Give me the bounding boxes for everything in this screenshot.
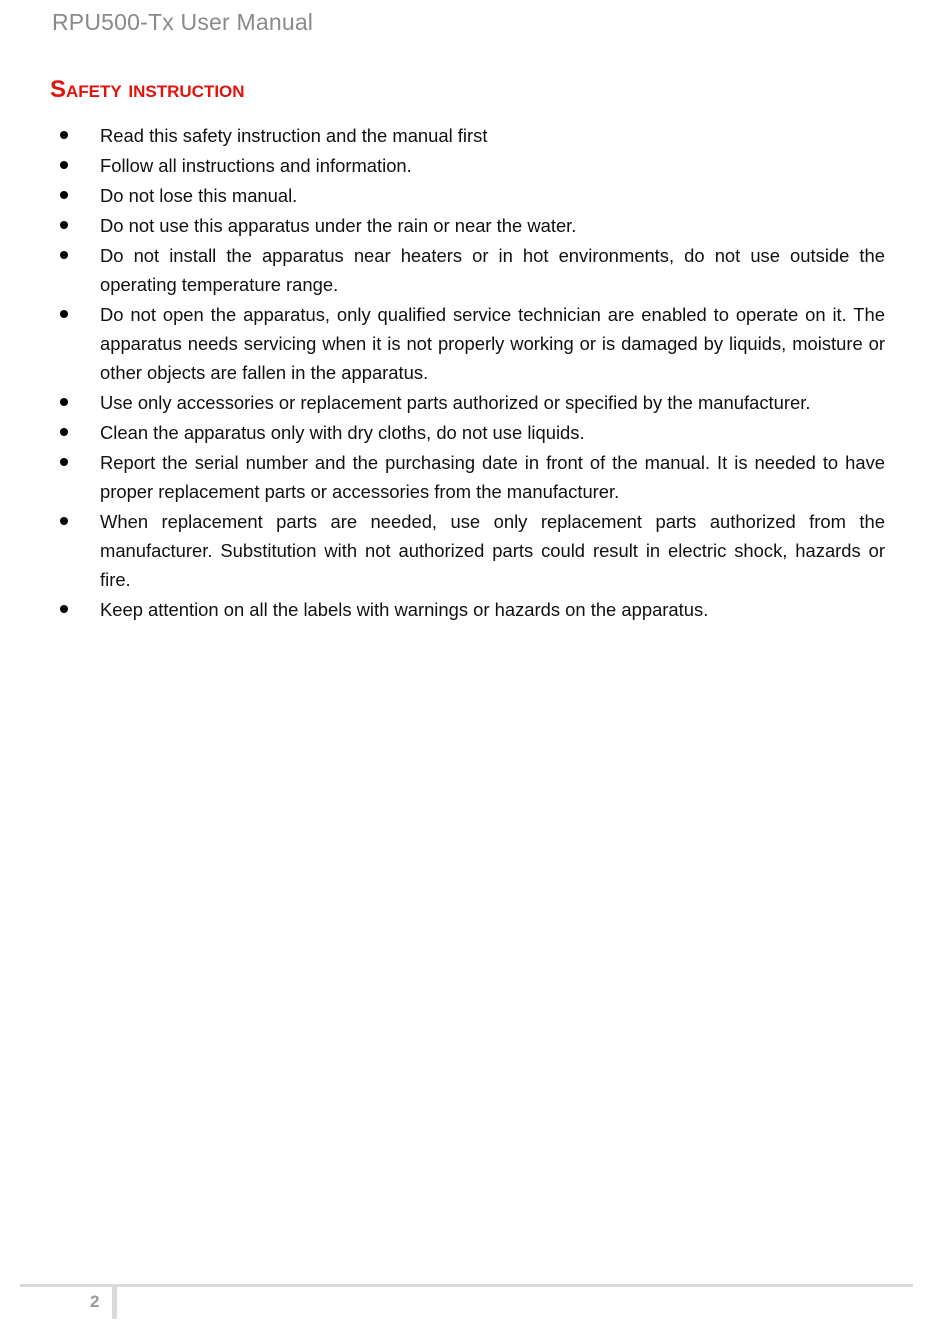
list-item-text: Do not use this apparatus under the rain or near the water. [100, 215, 577, 236]
bullet-icon [60, 517, 68, 525]
bullet-icon [60, 428, 68, 436]
list-item [0, 595, 950, 624]
list-item [0, 181, 950, 210]
bullet-icon [60, 605, 68, 613]
list-item-text: Keep attention on all the labels with warnings or hazards on the apparatus. [100, 599, 709, 620]
list-item-text: Follow all instructions and information. [100, 155, 412, 176]
bullet-icon [60, 131, 68, 139]
list-item-text: Clean the apparatus only with dry cloths, do not use liquids. [100, 422, 585, 443]
list-item-text: Do not install the apparatus near heaters or in hot environments, do not use outside the operating temperature range. [100, 245, 885, 295]
footer-rule [20, 1284, 913, 1287]
list-item-text: Do not open the apparatus, only qualified service technician are enabled to operate on it. The apparatus needs servicing when it is not properly working or is damaged by liquids, moisture or other objects are fallen in the apparatus. [100, 304, 885, 383]
safety-instruction-list [0, 121, 950, 625]
bullet-icon [60, 458, 68, 466]
list-item [0, 211, 950, 240]
bullet-icon [60, 310, 68, 318]
page-number: 2 [90, 1292, 100, 1311]
bullet-icon [60, 251, 68, 259]
list-item [0, 121, 950, 150]
bullet-icon [60, 191, 68, 199]
list-item-text: Report the serial number and the purchasing date in front of the manual. It is needed to have proper replacement parts or accessories from the manufacturer. [100, 452, 885, 502]
list-item-text: Read this safety instruction and the manual first [100, 125, 488, 146]
list-item-text: Do not lose this manual. [100, 185, 298, 206]
bullet-icon [60, 398, 68, 406]
list-item-text: Use only accessories or replacement parts authorized or specified by the manufacturer. [100, 392, 811, 413]
list-item-text: When replacement parts are needed, use only replacement parts authorized from the manufacturer. Substitution with not authorized parts could result in electric shock, hazards or fire. [100, 511, 885, 590]
bullet-icon [60, 161, 68, 169]
list-item [0, 241, 950, 299]
running-header: RPU500-Tx User Manual [52, 9, 314, 35]
list-item [0, 418, 950, 447]
list-item [0, 151, 950, 180]
list-item [0, 300, 950, 387]
list-item [0, 507, 950, 594]
list-item [0, 448, 950, 506]
bullet-icon [60, 221, 68, 229]
section-title: Safety instruction [50, 76, 245, 103]
footer-divider [112, 1287, 117, 1319]
list-item [0, 388, 950, 417]
